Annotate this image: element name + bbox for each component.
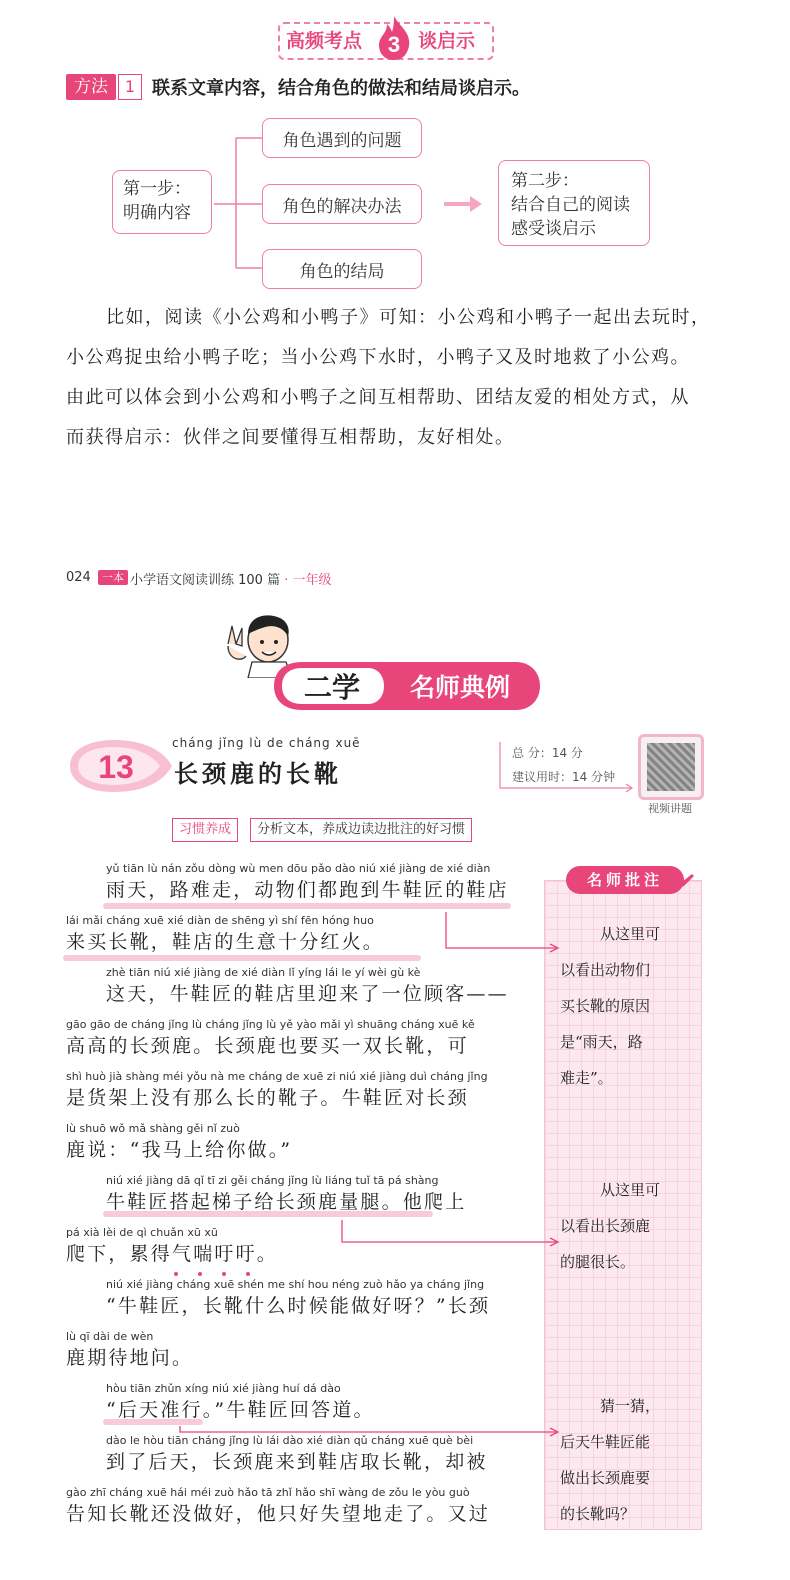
passage-text: “后天准行。”牛鞋匠回答道。 — [106, 1399, 375, 1421]
passage-pinyin: hòu tiān zhǔn xíng niú xié jiàng huí dá dào — [106, 1382, 341, 1395]
example-line: 由此可以体会到小公鸡和小鸭子之间互相帮助、团结友爱的相处方式，从 — [66, 387, 690, 408]
time-label: 建议用时： — [512, 770, 573, 784]
note-line: 做出长颈鹿要 — [560, 1469, 651, 1487]
passage-line — [106, 1174, 466, 1214]
passage-text: 到了后天，长颈鹿来到鞋店取长靴，却被 — [106, 1451, 488, 1473]
section-right: 名师典例 — [409, 673, 511, 702]
note-line: 以看出长颈鹿 — [560, 1217, 651, 1235]
passage-line — [66, 1070, 488, 1110]
example-line: 而获得启示：伙伴之间要懂得互相帮助，友好相处。 — [66, 427, 515, 448]
passage-line — [106, 1382, 375, 1422]
score-label: 总 分： — [512, 746, 552, 760]
score-row — [512, 744, 583, 761]
branch-problem: 角色遇到的问题 — [262, 118, 422, 158]
passage-pinyin: lù shuō wǒ mǎ shàng gěi nǐ zuò — [66, 1122, 240, 1135]
note-line: 从这里可 — [600, 925, 661, 943]
note-line: 后天牛鞋匠能 — [560, 1433, 651, 1451]
book-grade: 一年级 — [292, 573, 332, 588]
book-sep: · — [284, 573, 289, 588]
passage-line — [66, 1018, 475, 1058]
topic-number: 3 — [387, 32, 401, 57]
passage-pinyin: niú xié jiàng dā qǐ tī zi gěi cháng jǐng lù liáng tuǐ tā pá shàng — [106, 1174, 439, 1187]
step1-box — [112, 170, 212, 234]
passage-pinyin: yǔ tiān lù nán zǒu dòng wù men dōu pǎo dào niú xié jiàng de xié diàn — [106, 862, 491, 875]
branch-ending: 角色的结局 — [262, 249, 422, 289]
lesson-title: 长颈鹿的长靴 — [174, 759, 342, 788]
passage-pinyin: zhè tiān niú xié jiàng de xié diàn lǐ yíng lái le yí wèi gù kè — [106, 966, 421, 979]
passage-line — [66, 1330, 193, 1370]
example-line: 小公鸡捉虫给小鸭子吃；当小公鸡下水时，小鸭子又及时地救了小公鸡。 — [66, 347, 690, 368]
flame-number-icon — [373, 14, 415, 62]
passage-text: 牛鞋匠搭起梯子给长颈鹿量腿。他爬上 — [106, 1191, 467, 1213]
passage-line — [66, 914, 384, 954]
brand-logo: 一本 — [98, 570, 128, 585]
page-number: 024 — [66, 570, 91, 585]
habit-text: 分析文本，养成边读边批注的好习惯 — [250, 818, 472, 842]
step2-box — [498, 160, 650, 246]
method-number: 1 — [118, 74, 142, 100]
note-line: 从这里可 — [600, 1181, 661, 1199]
lesson-number-badge — [66, 738, 174, 794]
passage-pinyin: gào zhī cháng xuē hái méi zuò hǎo tā zhǐ hǎo shī wàng de zǒu le yòu guò — [66, 1486, 470, 1499]
passage-line — [106, 862, 509, 902]
section-banner — [272, 660, 542, 712]
passage-line — [106, 1278, 490, 1318]
passage-pinyin: pá xià lèi de qì chuǎn xū xū — [66, 1226, 218, 1239]
note-line: 猜一猜， — [600, 1397, 661, 1415]
step1-line1: 第一步： — [123, 179, 191, 199]
passage-pinyin: shì huò jià shàng méi yǒu nà me cháng de xuē zi niú xié jiàng duì cháng jǐng — [66, 1070, 488, 1083]
passage-text: 告知长靴还没做好，他只好失望地走了。又过 — [66, 1503, 491, 1525]
passage-text: 爬下，累得气喘吁吁。 — [66, 1243, 279, 1265]
note-line: 是“雨天，路 — [560, 1033, 643, 1051]
passage-pinyin: niú xié jiàng cháng xuē shén me shí hou néng zuò hǎo ya cháng jǐng — [106, 1278, 485, 1291]
lesson-title-pinyin: cháng jǐng lù de cháng xuē — [172, 736, 361, 750]
passage-text: 这天，牛鞋匠的鞋店里迎来了一位顾客—— — [106, 983, 509, 1005]
passage-pinyin: lù qī dài de wèn — [66, 1330, 154, 1343]
passage-text: 鹿说：“我马上给你做。” — [66, 1139, 293, 1161]
passage-text: 雨天，路难走，动物们都跑到牛鞋匠的鞋店 — [106, 879, 509, 901]
book-name: 小学语文阅读训练 100 篇 — [130, 573, 281, 588]
section-left: 二学 — [303, 671, 361, 704]
example-paragraph — [66, 298, 746, 458]
passage-pinyin: lái mǎi cháng xuē xié diàn de shēng yì shí fēn hóng huo — [66, 914, 374, 927]
note-line: 买长靴的原因 — [560, 997, 651, 1015]
video-label: 视频讲题 — [648, 802, 692, 815]
topic-badge-right: 谈启示 — [418, 30, 476, 52]
step2-line3: 感受谈启示 — [511, 219, 596, 239]
time-value: 14 分钟 — [572, 770, 616, 784]
topic-badge-left: 高频考点 — [286, 30, 363, 52]
arrow-right-icon — [444, 196, 482, 212]
step2-line2: 结合自己的阅读 — [511, 195, 630, 215]
passage-line — [66, 1486, 490, 1526]
method-text: 联系文章内容，结合角色的做法和结局谈启示。 — [152, 78, 530, 99]
example-line: 比如，阅读《小公鸡和小鸭子》可知：小公鸡和小鸭子一起出去玩时， — [106, 307, 711, 328]
method-tag: 方法 — [66, 74, 116, 100]
note-line: 以看出动物们 — [560, 961, 651, 979]
time-row — [512, 768, 615, 785]
score-value: 14 分 — [551, 746, 583, 760]
passage-text: “牛鞋匠，长靴什么时候能做好呀？”长颈 — [106, 1295, 491, 1317]
passage-pinyin: dào le hòu tiān cháng jǐng lù lái dào xié diàn qǔ cháng xuē què bèi — [106, 1434, 474, 1447]
passage-text: 高高的长颈鹿。长颈鹿也要买一双长靴，可 — [66, 1035, 469, 1057]
step2-line1: 第二步： — [511, 171, 579, 191]
passage-line — [66, 1122, 292, 1162]
passage-text: 是货架上没有那么长的靴子。牛鞋匠对长颈 — [66, 1087, 469, 1109]
note-line: 的腿很长。 — [560, 1253, 636, 1271]
notes-header: 名师批注 — [566, 866, 684, 894]
passage-line — [66, 1226, 278, 1266]
passage-pinyin: gāo gāo de cháng jǐng lù cháng jǐng lù yě yào mǎi yì shuāng cháng xuē kě — [66, 1018, 475, 1031]
branch-solution: 角色的解决办法 — [262, 184, 422, 224]
passage-text: 鹿期待地问。 — [66, 1347, 194, 1369]
lesson-number: 13 — [98, 749, 134, 785]
note-line: 的长靴吗？ — [560, 1505, 636, 1523]
qr-code[interactable] — [638, 734, 704, 800]
step1-line2: 明确内容 — [123, 203, 191, 223]
book-title — [130, 569, 332, 588]
passage-line — [106, 1434, 488, 1474]
passage-line — [106, 966, 509, 1006]
habit-tag: 习惯养成 — [172, 818, 238, 842]
passage-text: 来买长靴，鞋店的生意十分红火。 — [66, 931, 385, 953]
note-line: 难走”。 — [560, 1069, 613, 1087]
